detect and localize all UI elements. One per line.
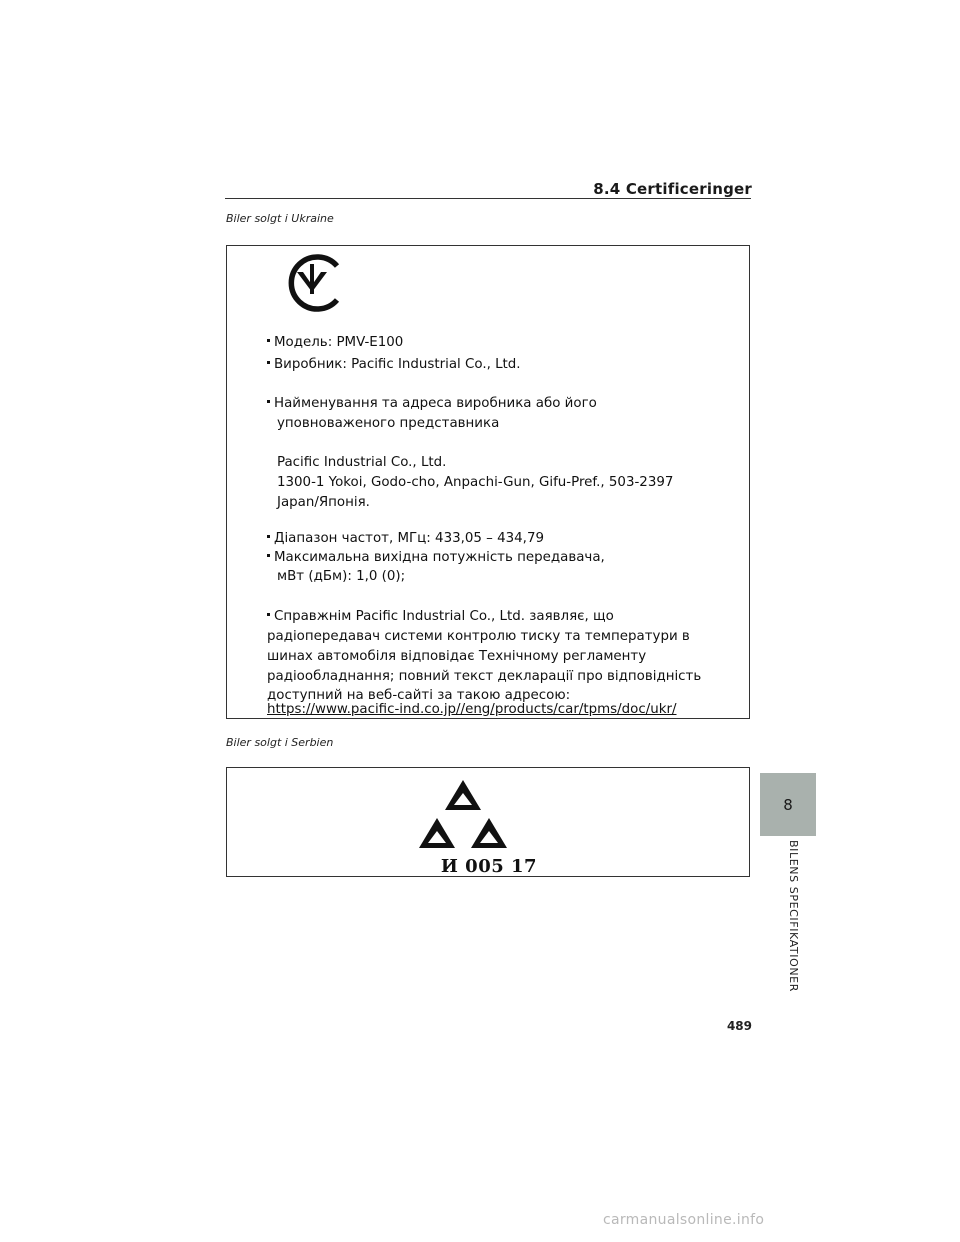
watermark: carmanualsonline.info	[603, 1212, 765, 1228]
ua-line-address: 1300-1 Yokoi, Godo-cho, Anpachi-Gun, Gifu-Pref., 503-2397	[277, 475, 674, 490]
chapter-label: BILENS SPECIFIKATIONER	[787, 840, 800, 992]
ua-line-representative: Найменування та адреса виробника або його	[267, 395, 597, 413]
serbia-certificate-box	[226, 767, 750, 877]
serbia-caption: Biler solgt i Serbien	[226, 736, 334, 749]
ua-line-company: Pacific Industrial Co., Ltd.	[277, 455, 447, 470]
ua-line-power: Максимальна вихідна потужність передавача,	[267, 549, 605, 567]
page-number: 489	[726, 1019, 752, 1033]
ua-line-manufacturer: Виробник: Pacific Industrial Co., Ltd.	[267, 356, 521, 374]
ua-line-country: Japan/Японія.	[277, 495, 370, 510]
header-divider	[225, 198, 751, 199]
ukraine-caption: Biler solgt i Ukraine	[226, 212, 334, 225]
ua-line-declaration-2: радіопередавач системи контролю тиску та температури в	[267, 629, 690, 644]
chapter-tab[interactable]: 8	[760, 773, 816, 836]
ua-line-declaration-3: шинах автомобіля відповідає Технічному регламенту	[267, 649, 647, 664]
ua-line-representative-cont: уповноваженого представника	[277, 416, 500, 431]
ua-line-declaration-4: радіообладнання; повний текст декларації про відповідність	[267, 669, 702, 684]
ukraine-certificate-box	[226, 245, 750, 719]
ua-line-model: Модель: PMV-E100	[267, 334, 403, 352]
ua-line-declaration-5: доступний на веб-сайті за такою адресою:	[267, 688, 571, 703]
declaration-link[interactable]: https://www.pacific-ind.co.jp//eng/products/car/tpms/doc/ukr/	[267, 702, 677, 717]
ua-line-power-value: мВт (дБм): 1,0 (0);	[277, 569, 406, 584]
ua-line-frequency: Діапазон частот, МГц: 433,05 – 434,79	[267, 530, 544, 548]
ua-line-declaration: Справжнім Pacific Industrial Co., Ltd. заявляє, що	[267, 608, 614, 626]
serbian-triangle-conformity-mark-icon	[415, 776, 511, 856]
section-title: 8.4 Certificeringer	[593, 180, 752, 198]
serbia-certificate-code: И 005 17	[440, 856, 538, 877]
ukrainian-conformity-mark-icon	[283, 254, 345, 312]
